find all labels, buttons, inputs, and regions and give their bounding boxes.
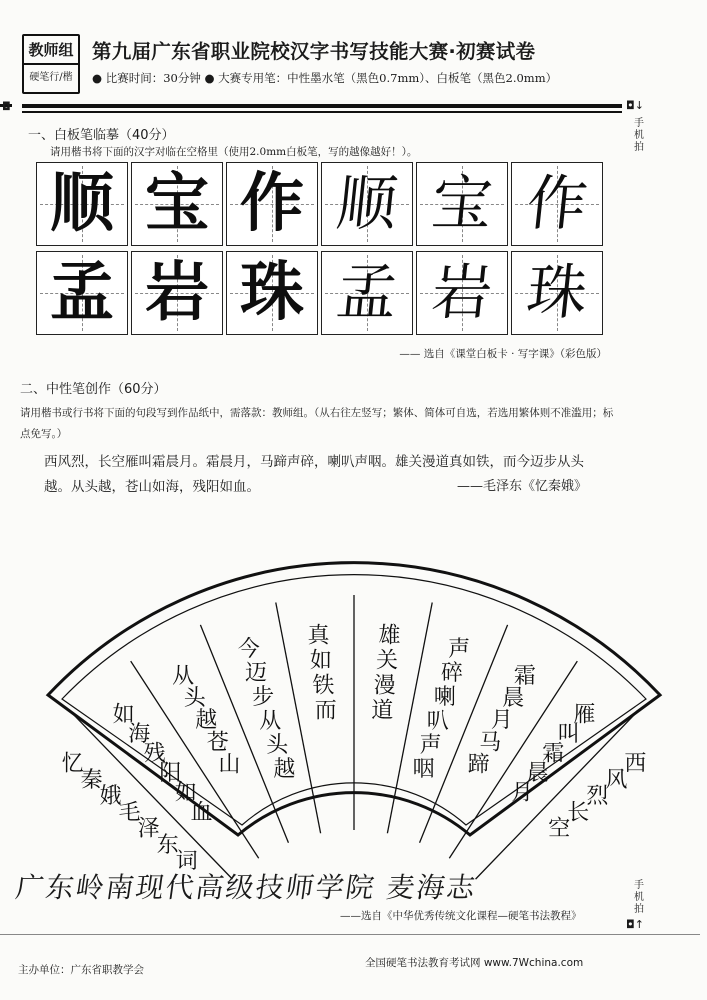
fan-column-char: 越 xyxy=(273,757,296,783)
fan-column-char: 泽 xyxy=(137,816,160,842)
section2-title: 二、中性笔创作（60分） xyxy=(20,382,167,397)
footer-rule xyxy=(0,934,700,935)
fan-column-char: 今 xyxy=(237,637,260,663)
fan-column-char: 从 xyxy=(172,663,195,689)
fan-column-char: 声 xyxy=(419,733,442,759)
fan-column-char: 漫 xyxy=(373,673,396,699)
camera-down-icon: ◘↓ xyxy=(626,99,644,112)
fan-column-char: 毛 xyxy=(118,800,141,826)
grid-cell: 珠 xyxy=(226,251,318,335)
badge-bottom-label: 硬笔行/楷 xyxy=(29,71,73,83)
footer-website: 全国硬笔书法教育考试网 www.7Wchina.com xyxy=(365,957,584,969)
footer-organizer: 主办单位：广东省职教学会 xyxy=(18,964,144,976)
poem-source: ——毛泽东《忆秦娥》 xyxy=(456,479,587,494)
grid-cell: 岩 xyxy=(131,251,223,335)
section1-source: —— 选自《课堂白板卡 · 写字课》（彩色版） xyxy=(399,348,607,360)
group-badge xyxy=(22,34,80,94)
grid-cell-handwritten: 顺 xyxy=(321,162,413,246)
fan-column-char: 头 xyxy=(183,685,206,711)
grid-cell: 顺 xyxy=(36,162,128,246)
fan-column-char: 霜 xyxy=(542,741,565,767)
fan-column-char: 铁 xyxy=(312,673,335,699)
fan-column-char: 迈 xyxy=(245,661,268,687)
grid-cell: 宝 xyxy=(131,162,223,246)
section1-instruction: 请用楷书将下面的汉字对临在空格里（使用2.0mm白板笔，写的越像越好！）。 xyxy=(50,146,418,158)
fan-column-char: 马 xyxy=(479,730,502,756)
fan-column-char: 声 xyxy=(448,637,471,663)
side-label-top: 手 机 拍 xyxy=(634,118,644,153)
fan-column-char: 词 xyxy=(175,849,198,875)
side-label-bottom: 手 机 拍 xyxy=(634,880,644,915)
grid-cell-handwritten: 岩 xyxy=(416,251,508,335)
fan-column-char: 忆 xyxy=(61,751,84,777)
page-title: 第九届广东省职业院校汉字书写技能大赛·初赛试卷 xyxy=(92,40,536,63)
fan-column-char: 道 xyxy=(371,698,394,724)
grid-cell-handwritten: 珠 xyxy=(511,251,603,335)
fan-column-char: 风 xyxy=(605,767,628,793)
fan-column-char: 步 xyxy=(252,685,275,711)
fan-column-char: 喇 xyxy=(433,685,456,711)
fan-column-char: 越 xyxy=(195,708,218,734)
fan-column-char: 血 xyxy=(190,800,213,826)
signature-school: 广东岭南现代高级技师学院 麦海志 xyxy=(13,871,480,904)
badge-top-label: 教师组 xyxy=(28,41,74,59)
fan-column-char: 月 xyxy=(511,780,534,806)
fan-column-char: 阳 xyxy=(159,761,182,787)
fan-column-char: 而 xyxy=(314,698,337,724)
fan-column-char: 咽 xyxy=(412,757,435,783)
grid-row-2 xyxy=(36,251,606,335)
grid-row-1 xyxy=(36,162,606,246)
fan-column-char: 头 xyxy=(266,733,289,759)
fan-column-char: 苍 xyxy=(206,730,229,756)
grid-cell: 作 xyxy=(226,162,318,246)
section2-instruction: 请用楷书或行书将下面的句段写到作品纸中，需落款：教师组。（从右往左竖写；繁体、简体可自选，若选用繁体则不准滥用；标点免写。） xyxy=(20,407,614,440)
fan-column-char: 关 xyxy=(376,648,399,674)
fan-column-char: 娥 xyxy=(99,784,122,810)
grid-cell: 孟 xyxy=(36,251,128,335)
fan-column-char: 如 xyxy=(112,702,135,728)
fan-column-char: 秦 xyxy=(80,767,103,793)
header-rule-thick xyxy=(22,104,622,108)
grid-cell-handwritten: 作 xyxy=(511,162,603,246)
copy-grid xyxy=(36,162,606,340)
fan-column-char: 雁 xyxy=(573,702,596,728)
grid-cell-handwritten: 宝 xyxy=(416,162,508,246)
fan-column-char: 真 xyxy=(307,623,330,649)
poem-text: 西风烈，长空雁叫霜晨月。霜晨月，马蹄声碎，喇叭声咽。雄关漫道真如铁，而今迈步从头越。从头越，苍山如海，残阳如血。 xyxy=(44,454,584,495)
fan-column-char: 长 xyxy=(567,800,590,826)
fan-column-char: 如 xyxy=(174,780,197,806)
fan-artwork xyxy=(0,535,707,875)
fan-column-char: 从 xyxy=(259,709,282,735)
fan-column-char: 如 xyxy=(309,648,332,674)
fan-column-char: 烈 xyxy=(586,784,609,810)
fan-column-char: 雄 xyxy=(378,623,401,649)
fan-column-char: 空 xyxy=(548,816,571,842)
fan-column-char: 叫 xyxy=(557,722,580,748)
section1-title: 一、白板笔临摹（40分） xyxy=(28,128,175,143)
fan-column-char: 碎 xyxy=(440,661,463,687)
fan-column-char: 叭 xyxy=(426,709,449,735)
fan-column-char: 月 xyxy=(490,708,513,734)
fan-column-char: 蹄 xyxy=(467,752,490,778)
camera-icon-left: ◘ xyxy=(2,100,11,113)
fan-column-char: 东 xyxy=(156,832,179,858)
fan-column-char: 残 xyxy=(143,741,166,767)
signature-source: ——选自《中华优秀传统文化课程—硬笔书法教程》 xyxy=(340,910,582,922)
camera-up-icon: ◘↑ xyxy=(626,918,644,931)
fan-column-char: 晨 xyxy=(526,761,549,787)
fan-column-char: 山 xyxy=(218,752,241,778)
badge-divider xyxy=(24,63,78,65)
fan-column-char: 晨 xyxy=(502,685,525,711)
fan-column-char: 海 xyxy=(128,722,151,748)
fan-column-char: 西 xyxy=(624,751,647,777)
exam-info: ● 比赛时间：30分钟 ● 大赛专用笔：中性墨水笔（黑色0.7mm）、白板笔（黑色2.0mm） xyxy=(92,71,558,85)
grid-cell-handwritten: 孟 xyxy=(321,251,413,335)
fan-column-char: 霜 xyxy=(513,663,536,689)
header-rule-thin xyxy=(22,111,622,113)
